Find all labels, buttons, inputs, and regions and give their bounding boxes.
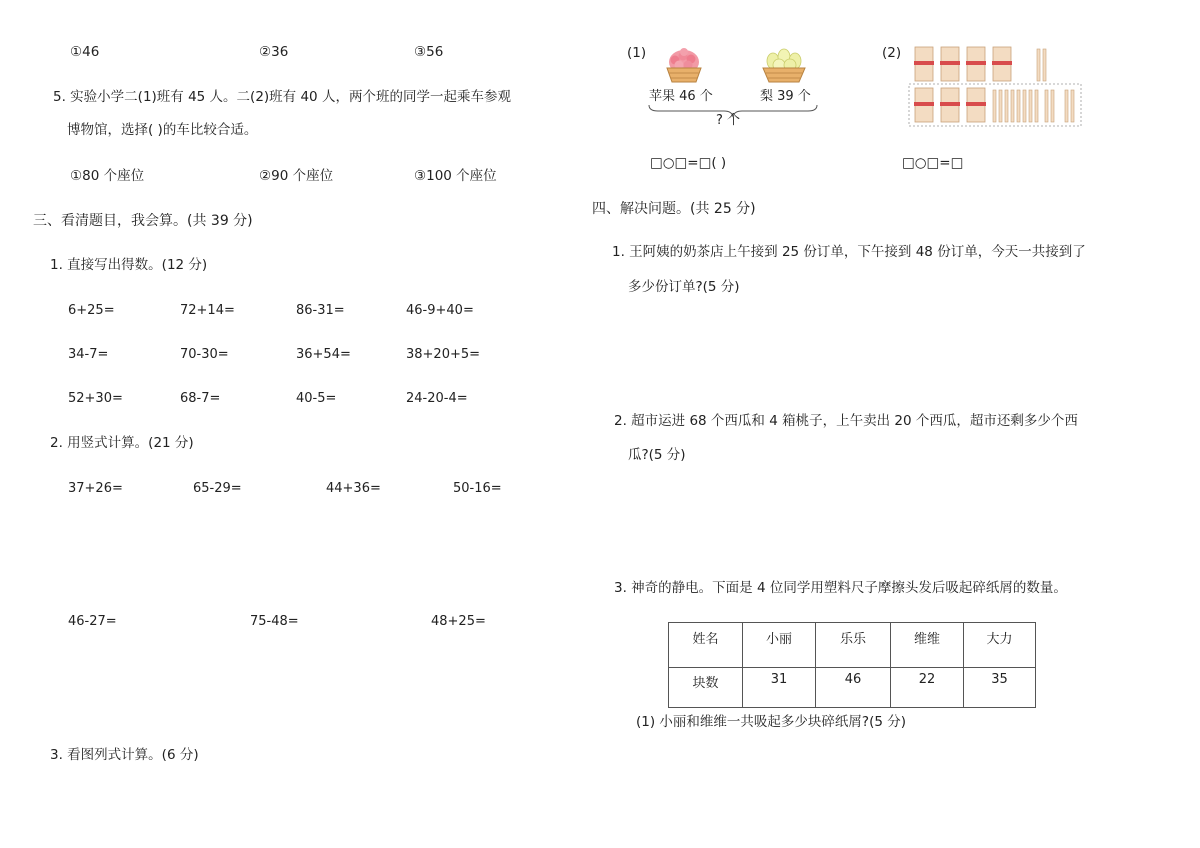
table-cell: 块数: [669, 668, 743, 708]
arith-r2c4: 38+20+5=: [406, 347, 481, 362]
arith-r3c2: 68-7=: [180, 391, 221, 406]
table-cell: 22: [891, 668, 964, 708]
arith-r2c2: 70-30=: [180, 347, 229, 362]
arith-r1c1: 6+25=: [68, 303, 115, 318]
vertical-r2c3: 48+25=: [431, 614, 486, 629]
q5-option-3: ③100 个座位: [414, 168, 497, 184]
arith-r2c3: 36+54=: [296, 347, 351, 362]
arith-r1c2: 72+14=: [180, 303, 235, 318]
q5-line2: 博物馆，选择( )的车比较合适。: [67, 122, 258, 138]
pear-count-label: 梨 39 个: [760, 89, 811, 104]
arith-r3c3: 40-5=: [296, 391, 337, 406]
table-header-cell: 乐乐: [816, 623, 891, 668]
apple-count-label: 苹果 46 个: [649, 89, 713, 104]
q4-option-2: ②36: [259, 44, 289, 60]
table-cell: 31: [743, 668, 816, 708]
p3-sub1: (1) 小丽和维维一共吸起多少块碎纸屑?(5 分): [636, 714, 906, 730]
q5-option-2: ②90 个座位: [259, 168, 334, 184]
vertical-r2c2: 75-48=: [250, 614, 299, 629]
vertical-r2c1: 46-27=: [68, 614, 117, 629]
table-header-cell: 小丽: [743, 623, 816, 668]
table-cell: 35: [964, 668, 1036, 708]
section4-title: 四、解决问题。(共 25 分): [592, 201, 756, 217]
scraps-table: [668, 622, 1036, 708]
table-header-cell: 大力: [964, 623, 1036, 668]
apple-basket-image: [664, 44, 704, 86]
table-header-cell: 姓名: [669, 623, 743, 668]
s3-q1-title: 1. 直接写出得数。(12 分): [50, 257, 208, 273]
arith-r1c3: 86-31=: [296, 303, 345, 318]
stick-bundles-image: [905, 44, 1085, 130]
total-unknown-label: ? 个: [716, 113, 741, 128]
bundle-row-1: [914, 47, 1046, 81]
pic2-formula: □○□=□: [902, 155, 964, 171]
q4-option-1: ①46: [70, 44, 100, 60]
pic2-label: (2): [882, 45, 902, 61]
pic1-label: (1): [627, 45, 647, 61]
arith-r2c1: 34-7=: [68, 347, 109, 362]
table-header-row: [669, 623, 1036, 668]
p3-line1: 3. 神奇的静电。下面是 4 位同学用塑料尺子摩擦头发后吸起碎纸屑的数量。: [614, 580, 1067, 596]
arith-r3c4: 24-20-4=: [406, 391, 468, 406]
vertical-r1c2: 65-29=: [193, 481, 242, 496]
arith-r1c4: 46-9+40=: [406, 303, 474, 318]
table-cell: 46: [816, 668, 891, 708]
q5-line1: 5. 实验小学二(1)班有 45 人。二(2)班有 40 人，两个班的同学一起乘车参观: [53, 89, 511, 105]
vertical-r1c3: 44+36=: [326, 481, 381, 496]
pic1-formula: □○□=□( ): [650, 155, 727, 171]
s3-q2-title: 2. 用竖式计算。(21 分): [50, 435, 194, 451]
p1-line2: 多少份订单?(5 分): [628, 279, 740, 295]
table-row: [669, 668, 1036, 708]
s3-q3-title: 3. 看图列式计算。(6 分): [50, 747, 199, 763]
pear-basket-image: [759, 44, 809, 86]
vertical-r1c1: 37+26=: [68, 481, 123, 496]
vertical-r1c4: 50-16=: [453, 481, 502, 496]
p2-line1: 2. 超市运进 68 个西瓜和 4 箱桃子，上午卖出 20 个西瓜，超市还剩多少个西: [614, 413, 1078, 429]
table-header-cell: 维维: [891, 623, 964, 668]
q4-option-3: ③56: [414, 44, 444, 60]
bundle-row-2: [914, 88, 1074, 122]
section3-title: 三、看清题目，我会算。(共 39 分): [33, 213, 253, 229]
p1-line1: 1. 王阿姨的奶茶店上午接到 25 份订单，下午接到 48 份订单，今天一共接到了: [612, 244, 1086, 260]
p2-line2: 瓜?(5 分): [628, 447, 686, 463]
arith-r3c1: 52+30=: [68, 391, 123, 406]
q5-option-1: ①80 个座位: [70, 168, 145, 184]
